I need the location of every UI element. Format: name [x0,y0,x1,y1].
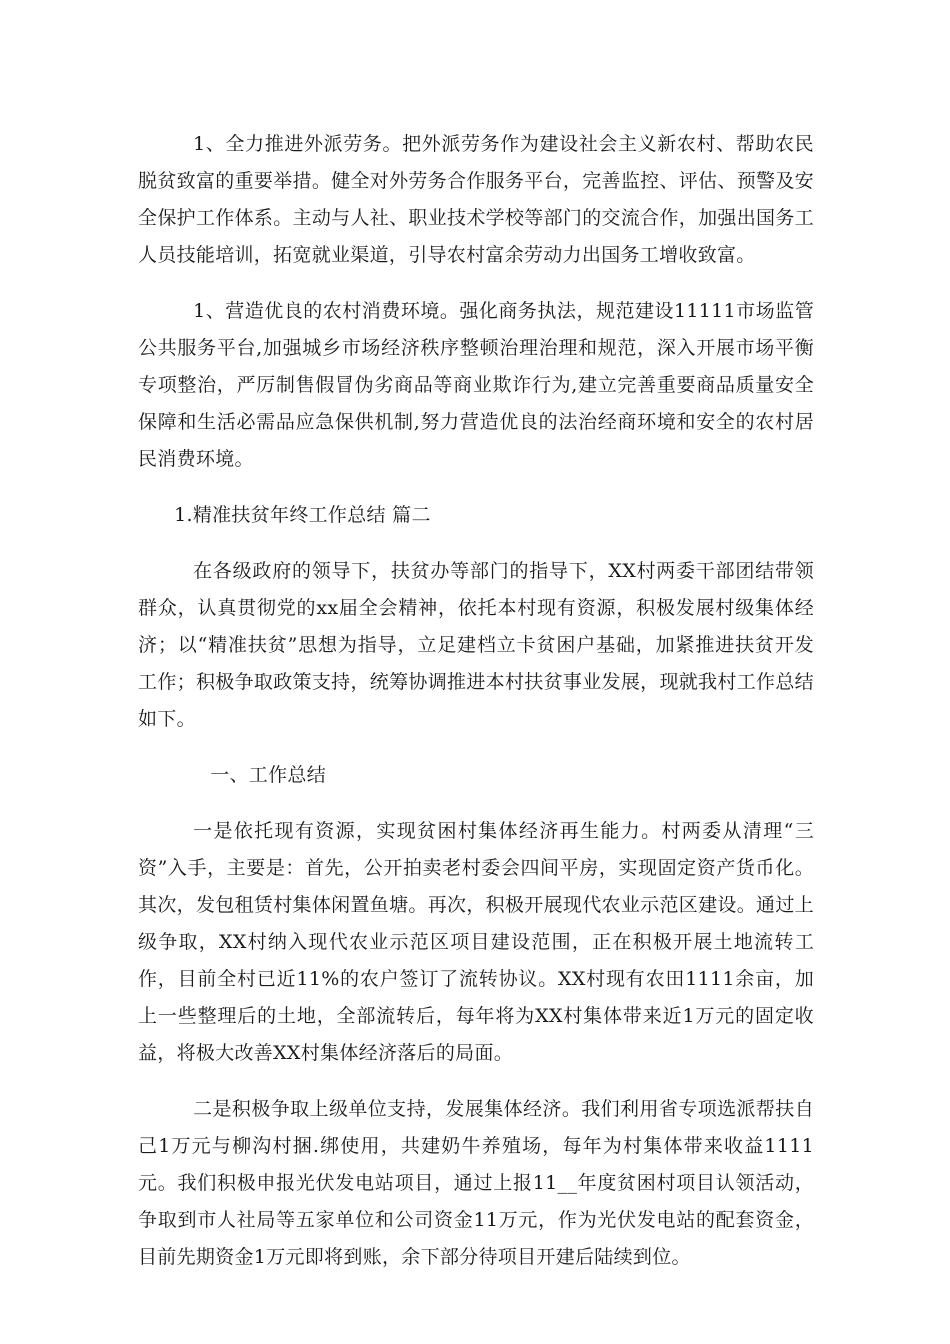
subtitle-heading: 1.精准扶贫年终工作总结 篇二 [174,504,431,526]
document-body [138,126,814,1276]
paragraph-consumer-environment: 1、营造优良的农村消费环境。强化商务执法，规范建设11111市场监管公共服务平台,加强城乡市场经济秩序整顿治理治理和规范，深入开展市场平衡专项整治，严厉制售假冒伪劣商品等商业欺诈行为,建立完善重要商品质量安全保障和生活必需品应急保供机制,努力营造优良的法治经商环境和安全的农村居民消费环境。 [138,300,814,470]
paragraph-labor-export: 1、全力推进外派劳务。把外派劳务作为建设社会主义新农村、帮助农民脱贫致富的重要举措。健全对外劳务合作服务平台，完善监控、评估、预警及安全保护工作体系。主动与人社、职业技术学校等部门的交流合作，加强出国务工人员技能培训，拓宽就业渠道，引导农村富余劳动力出国务工增收致富。 [138,133,814,266]
paragraph-superior-support: 二是积极争取上级单位支持，发展集体经济。我们利用省专项选派帮扶自己1万元与柳沟村捆.绑使用，共建奶牛养殖场，每年为村集体带来收益1111元。我们积极申报光伏发电站项目，通过上报11__年度贫困村项目认领活动，争取到市人社局等五家单位和公司资金11万元，作为光伏发电站的配套资金，目前先期资金1万元即将到账，余下部分待项目开建后陆续到位。 [138,1098,814,1268]
paragraph-collective-economy: 一是依托现有资源，实现贫困村集体经济再生能力。村两委从清理“三资”入手，主要是：首先，公开拍卖老村委会四间平房，实现固定资产货币化。其次，发包租赁村集体闲置鱼塘。再次，积极开展现代农业示范区建设。通过上级争取，XX村纳入现代农业示范区项目建设范围，正在积极开展土地流转工作，目前全村已近11%的农户签订了流转协议。XX村现有农田1111余亩，加上一些整理后的土地，全部流转后，每年将为XX村集体带来近1万元的固定收益，将极大改善XX村集体经济落后的局面。 [138,820,814,1064]
paragraph-intro: 在各级政府的领导下，扶贫办等部门的指导下，XX村两委干部团结带领群众，认真贯彻党的xx届全会精神，依托本村现有资源，积极发展村级集体经济；以“精准扶贫”思想为指导，立足建档立卡贫困户基础，加紧推进扶贫开发工作；积极争取政策支持，统筹协调推进本村扶贫事业发展，现就我村工作总结如下。 [138,560,814,730]
section-heading: 一、工作总结 [210,764,326,786]
